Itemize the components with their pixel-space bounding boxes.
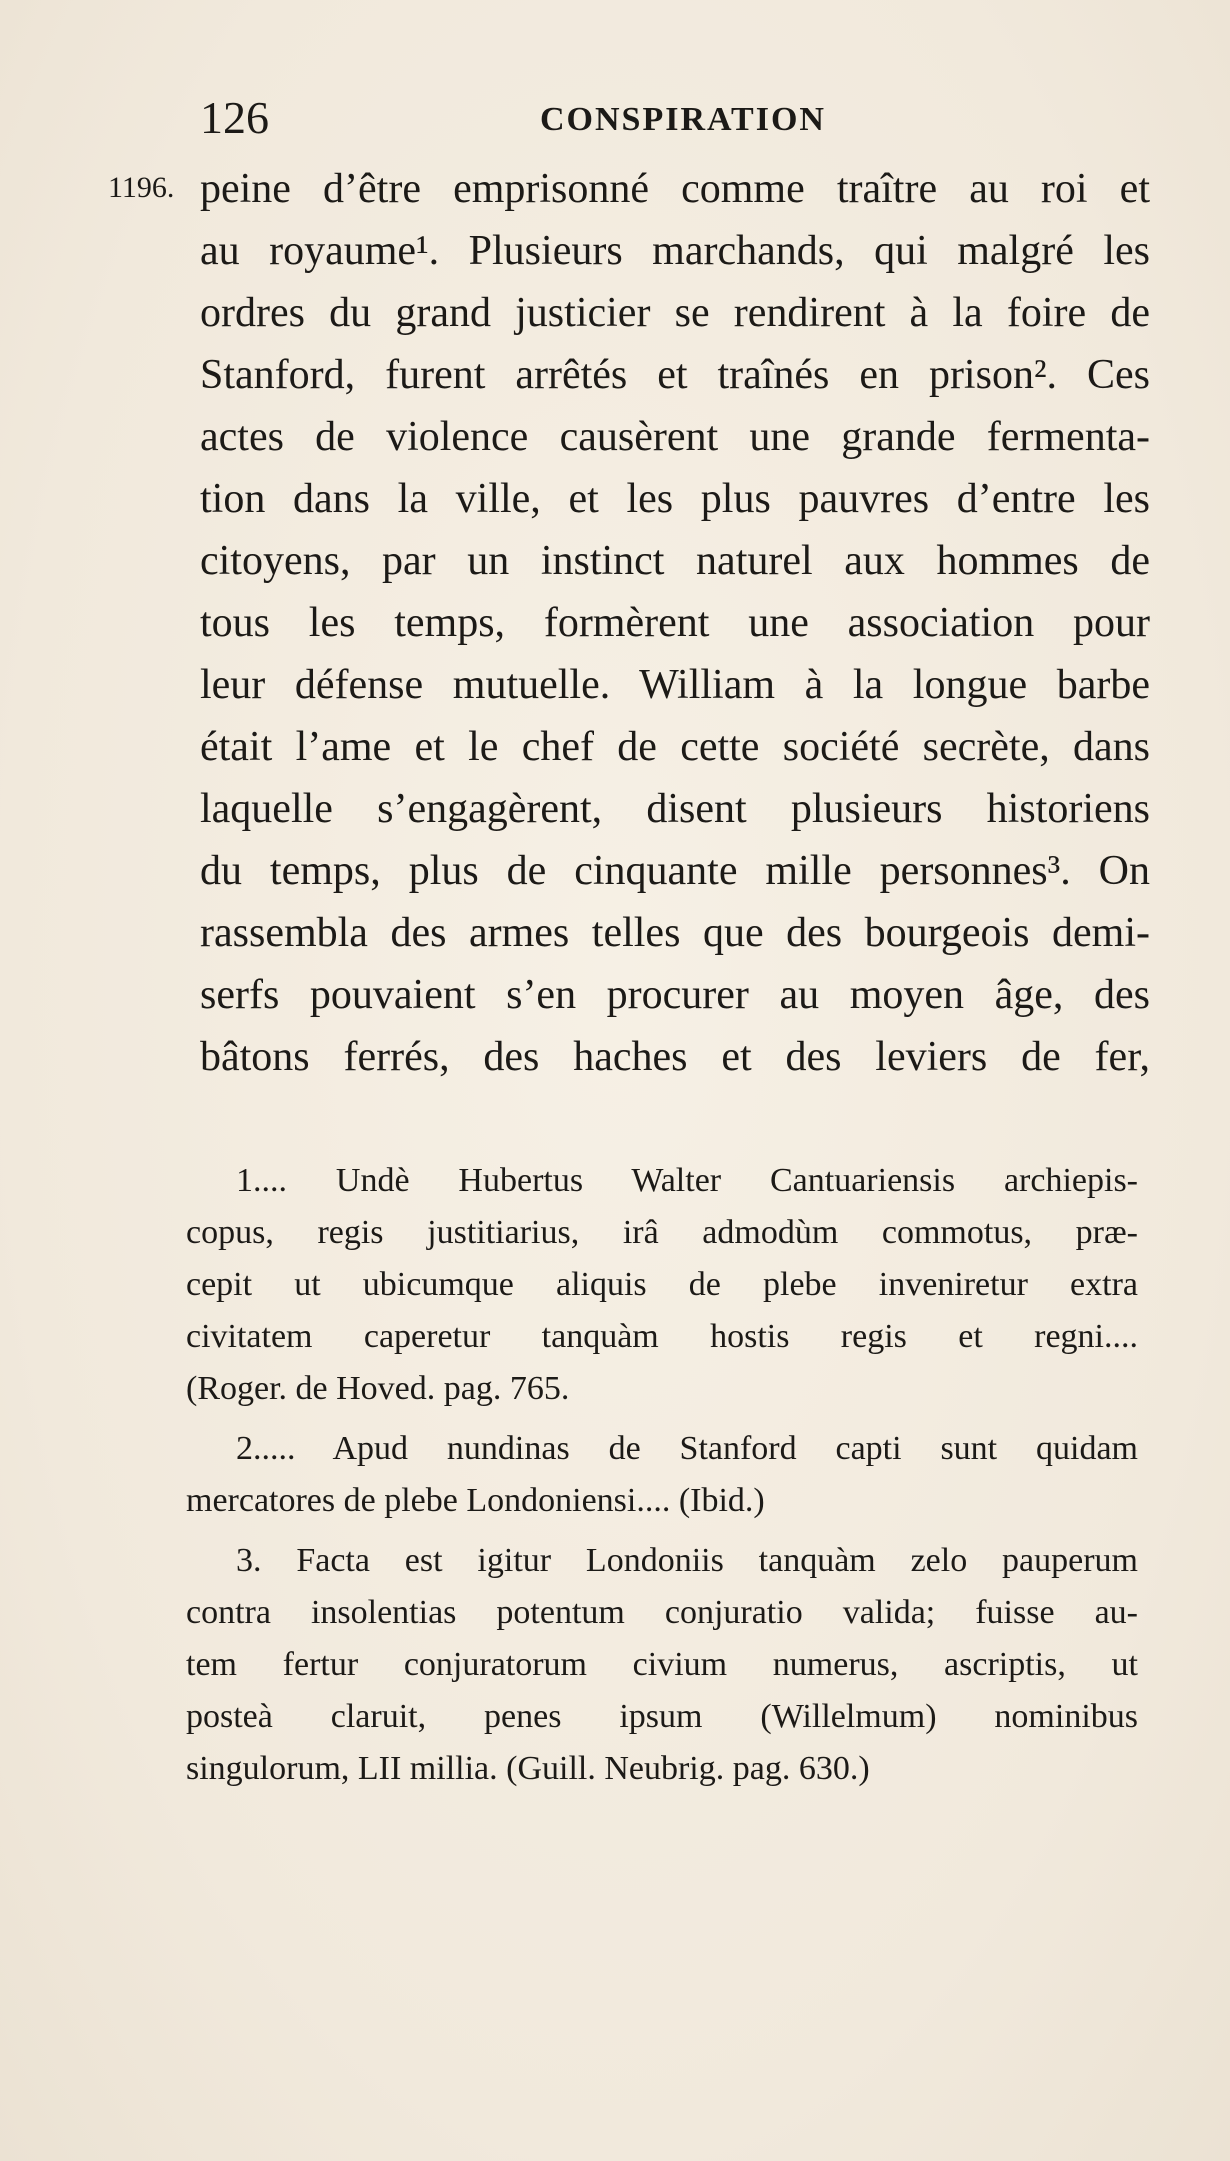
year-marginal-note: 1196.	[108, 171, 175, 204]
footnote-2	[186, 1423, 1138, 1527]
footnote-line: 3. Facta est igitur Londoniis tanquàm zelo pauperum	[236, 1542, 1138, 1579]
page-header	[0, 88, 1230, 148]
body-line: bâtons ferrés, des haches et des leviers de fer,	[200, 1034, 1150, 1080]
footnote-1	[186, 1155, 1138, 1415]
body-line: était l’ame et le chef de cette société secrète, dans	[200, 724, 1150, 770]
body-line: au royaume¹. Plusieurs marchands, qui malgré les	[200, 228, 1150, 274]
footnote-line: cepit ut ubicumque aliquis de plebe inveniretur extra	[186, 1266, 1138, 1303]
body-line: serfs pouvaient s’en procurer au moyen âge, des	[200, 972, 1150, 1018]
footnote-line: 2..... Apud nundinas de Stanford capti sunt quidam	[236, 1430, 1138, 1467]
running-title: CONSPIRATION	[540, 101, 826, 138]
footnotes	[186, 1155, 1138, 1803]
page-number: 126	[200, 92, 269, 143]
footnote-line: civitatem caperetur tanquàm hostis regis et regni....	[186, 1318, 1138, 1355]
footnote-line: (Roger. de Hoved. pag. 765.	[186, 1370, 570, 1407]
footnote-line: mercatores de plebe Londoniensi.... (Ibid.)	[186, 1482, 765, 1519]
body-line: rassembla des armes telles que des bourgeois demi-	[200, 910, 1150, 956]
footnote-3	[186, 1535, 1138, 1795]
body-line: tion dans la ville, et les plus pauvres d’entre les	[200, 476, 1150, 522]
body-line: tous les temps, formèrent une association pour	[200, 600, 1150, 646]
footnote-line: singulorum, LII millia. (Guill. Neubrig. pag. 630.)	[186, 1750, 870, 1787]
body-line: peine d’être emprisonné comme traître au roi et	[200, 166, 1150, 212]
footnote-line: copus, regis justitiarius, irâ admodùm commotus, præ-	[186, 1214, 1138, 1251]
footnote-line: contra insolentias potentum conjuratio valida; fuisse au-	[186, 1594, 1138, 1631]
body-line: du temps, plus de cinquante mille personnes³. On	[200, 848, 1150, 894]
body-paragraph	[200, 158, 1150, 1088]
body-line: citoyens, par un instinct naturel aux hommes de	[200, 538, 1150, 584]
body-line: ordres du grand justicier se rendirent à la foire de	[200, 290, 1150, 336]
body-line: actes de violence causèrent une grande fermenta-	[200, 414, 1150, 460]
body-line: leur défense mutuelle. William à la longue barbe	[200, 662, 1150, 708]
footnote-line: posteà claruit, penes ipsum (Willelmum) nominibus	[186, 1698, 1138, 1735]
footnote-line: tem fertur conjuratorum civium numerus, ascriptis, ut	[186, 1646, 1138, 1683]
footnote-line: 1.... Undè Hubertus Walter Cantuariensis archiepis-	[236, 1162, 1138, 1199]
body-line: laquelle s’engagèrent, disent plusieurs historiens	[200, 786, 1150, 832]
body-line: Stanford, furent arrêtés et traînés en prison². Ces	[200, 352, 1150, 398]
